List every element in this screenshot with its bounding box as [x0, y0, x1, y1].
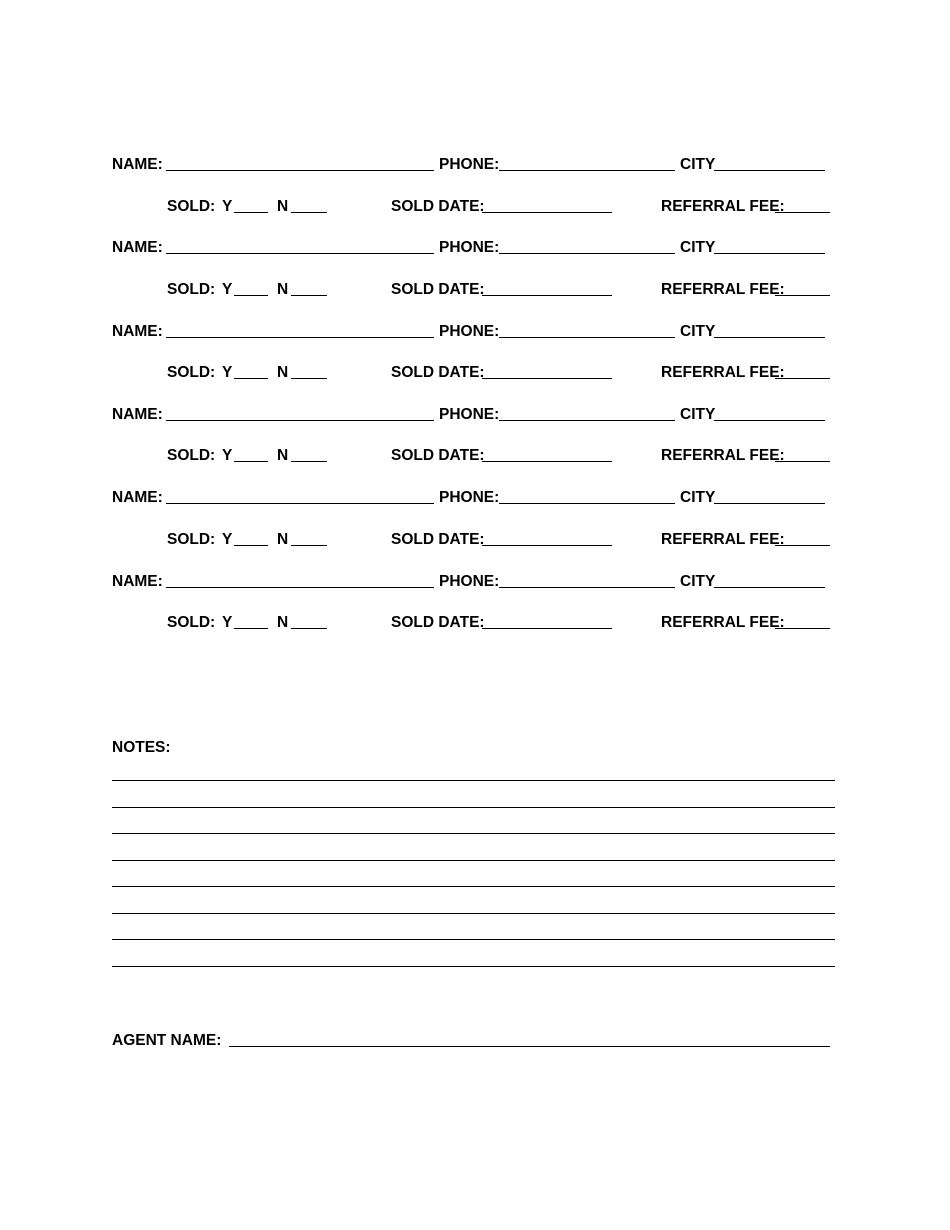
city-label: CITY	[680, 573, 716, 590]
city-field[interactable]	[714, 337, 825, 338]
referral-fee-label: REFERRAL FEE:	[661, 281, 785, 298]
sold-label: SOLD:	[167, 447, 216, 464]
sold-no-label: N	[277, 447, 289, 464]
sold-yes-label: Y	[222, 614, 233, 631]
phone-field[interactable]	[499, 503, 675, 504]
sold-yes-field[interactable]	[234, 628, 268, 629]
name-label: NAME:	[112, 406, 163, 423]
name-label: NAME:	[112, 573, 163, 590]
sold-no-label: N	[277, 281, 289, 298]
sold-no-label: N	[277, 198, 289, 215]
sold-no-field[interactable]	[291, 212, 327, 213]
name-field[interactable]	[166, 420, 434, 421]
sold-date-label: SOLD DATE:	[391, 281, 485, 298]
sold-date-label: SOLD DATE:	[391, 447, 485, 464]
name-field[interactable]	[166, 587, 434, 588]
phone-label: PHONE:	[439, 573, 500, 590]
phone-field[interactable]	[499, 170, 675, 171]
notes-line[interactable]	[112, 780, 835, 781]
sold-no-field[interactable]	[291, 461, 327, 462]
sold-date-label: SOLD DATE:	[391, 614, 485, 631]
notes-line[interactable]	[112, 939, 835, 940]
city-label: CITY	[680, 156, 716, 173]
sold-yes-field[interactable]	[234, 212, 268, 213]
city-label: CITY	[680, 489, 716, 506]
sold-no-label: N	[277, 614, 289, 631]
phone-field[interactable]	[499, 337, 675, 338]
sold-date-label: SOLD DATE:	[391, 531, 485, 548]
name-label: NAME:	[112, 489, 163, 506]
sold-no-field[interactable]	[291, 628, 327, 629]
referral-fee-label: REFERRAL FEE:	[661, 364, 785, 381]
sold-yes-label: Y	[222, 281, 233, 298]
referral-fee-field[interactable]	[775, 461, 830, 462]
notes-line[interactable]	[112, 860, 835, 861]
sold-yes-label: Y	[222, 447, 233, 464]
phone-field[interactable]	[499, 587, 675, 588]
sold-yes-field[interactable]	[234, 378, 268, 379]
city-field[interactable]	[714, 253, 825, 254]
name-label: NAME:	[112, 323, 163, 340]
city-field[interactable]	[714, 587, 825, 588]
sold-yes-field[interactable]	[234, 545, 268, 546]
referral-fee-field[interactable]	[775, 212, 830, 213]
sold-label: SOLD:	[167, 531, 216, 548]
phone-label: PHONE:	[439, 239, 500, 256]
city-field[interactable]	[714, 503, 825, 504]
sold-label: SOLD:	[167, 614, 216, 631]
referral-fee-label: REFERRAL FEE:	[661, 531, 785, 548]
sold-label: SOLD:	[167, 364, 216, 381]
referral-fee-field[interactable]	[775, 628, 830, 629]
phone-field[interactable]	[499, 420, 675, 421]
referral-fee-label: REFERRAL FEE:	[661, 614, 785, 631]
phone-label: PHONE:	[439, 406, 500, 423]
notes-line[interactable]	[112, 807, 835, 808]
name-field[interactable]	[166, 253, 434, 254]
sold-yes-label: Y	[222, 364, 233, 381]
referral-fee-label: REFERRAL FEE:	[661, 447, 785, 464]
city-label: CITY	[680, 239, 716, 256]
phone-label: PHONE:	[439, 156, 500, 173]
sold-no-label: N	[277, 364, 289, 381]
referral-fee-field[interactable]	[775, 545, 830, 546]
sold-yes-field[interactable]	[234, 295, 268, 296]
sold-date-field[interactable]	[482, 378, 612, 379]
city-label: CITY	[680, 406, 716, 423]
notes-line[interactable]	[112, 966, 835, 967]
name-label: NAME:	[112, 156, 163, 173]
phone-field[interactable]	[499, 253, 675, 254]
sold-yes-label: Y	[222, 198, 233, 215]
sold-no-field[interactable]	[291, 378, 327, 379]
sold-date-field[interactable]	[482, 628, 612, 629]
referral-fee-label: REFERRAL FEE:	[661, 198, 785, 215]
phone-label: PHONE:	[439, 489, 500, 506]
sold-date-field[interactable]	[482, 545, 612, 546]
name-field[interactable]	[166, 170, 434, 171]
notes-line[interactable]	[112, 886, 835, 887]
name-label: NAME:	[112, 239, 163, 256]
notes-line[interactable]	[112, 833, 835, 834]
sold-date-field[interactable]	[482, 212, 612, 213]
sold-date-field[interactable]	[482, 295, 612, 296]
notes-line[interactable]	[112, 913, 835, 914]
sold-no-field[interactable]	[291, 295, 327, 296]
sold-date-label: SOLD DATE:	[391, 198, 485, 215]
agent-name-field[interactable]	[229, 1046, 830, 1047]
city-field[interactable]	[714, 420, 825, 421]
referral-fee-field[interactable]	[775, 378, 830, 379]
sold-date-field[interactable]	[482, 461, 612, 462]
city-label: CITY	[680, 323, 716, 340]
notes-label: NOTES:	[112, 739, 171, 756]
sold-yes-field[interactable]	[234, 461, 268, 462]
sold-no-field[interactable]	[291, 545, 327, 546]
name-field[interactable]	[166, 503, 434, 504]
name-field[interactable]	[166, 337, 434, 338]
sold-no-label: N	[277, 531, 289, 548]
phone-label: PHONE:	[439, 323, 500, 340]
agent-name-label: AGENT NAME:	[112, 1032, 222, 1049]
city-field[interactable]	[714, 170, 825, 171]
sold-yes-label: Y	[222, 531, 233, 548]
sold-date-label: SOLD DATE:	[391, 364, 485, 381]
referral-fee-field[interactable]	[775, 295, 830, 296]
sold-label: SOLD:	[167, 198, 216, 215]
sold-label: SOLD:	[167, 281, 216, 298]
